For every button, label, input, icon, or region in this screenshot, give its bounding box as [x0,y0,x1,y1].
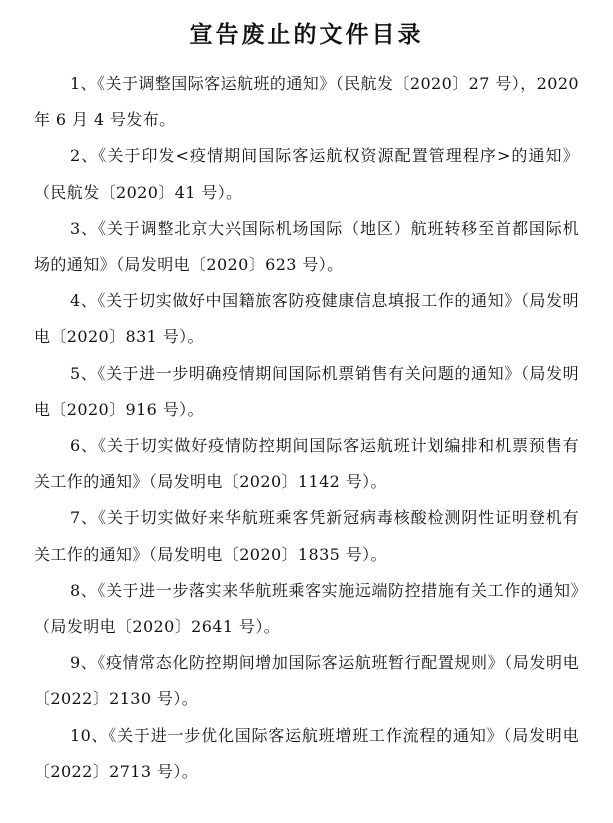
document-title: 宣告废止的文件目录 [189,21,424,48]
list-item: 1、《关于调整国际客运航班的通知》（民航发〔2020〕27 号），2020 年 6 月 4 号发布。 [34,74,579,130]
list-item: 6、《关于切实做好疫情防控期间国际客运航班计划编排和机票预售有关工作的通知》（局发明电〔2020〕1142 号）。 [34,436,579,492]
list-item: 7、《关于切实做好来华航班乘客凭新冠病毒核酸检测阴性证明登机有关工作的通知》（局发明电〔2020〕1835 号）。 [34,508,579,564]
list-item: 9、《疫情常态化防控期间增加国际客运航班暂行配置规则》（局发明电〔2022〕2130 号）。 [34,653,579,709]
list-item: 2、《关于印发<疫情期间国际客运航权资源配置管理程序>的通知》（民航发〔2020〕41 号）。 [34,146,579,202]
list-item: 10、《关于进一步优化国际客运航班增班工作流程的通知》（局发明电〔2022〕2713 号）。 [34,725,579,781]
list-item: 3、《关于调整北京大兴国际机场国际（地区）航班转移至首都国际机场的通知》（局发明电〔2020〕623 号）。 [34,218,579,275]
list-item: 4、《关于切实做好中国籍旅客防疫健康信息填报工作的通知》（局发明电〔2020〕831 号）。 [34,291,579,347]
list-item: 8、《关于进一步落实来华航班乘客实施远端防控措施有关工作的通知》（局发明电〔2020〕2641 号）。 [34,580,579,637]
list-item: 5、《关于进一步明确疫情期间国际机票销售有关问题的通知》（局发明电〔2020〕916 号）。 [34,363,579,419]
abolished-document-list [34,66,579,790]
